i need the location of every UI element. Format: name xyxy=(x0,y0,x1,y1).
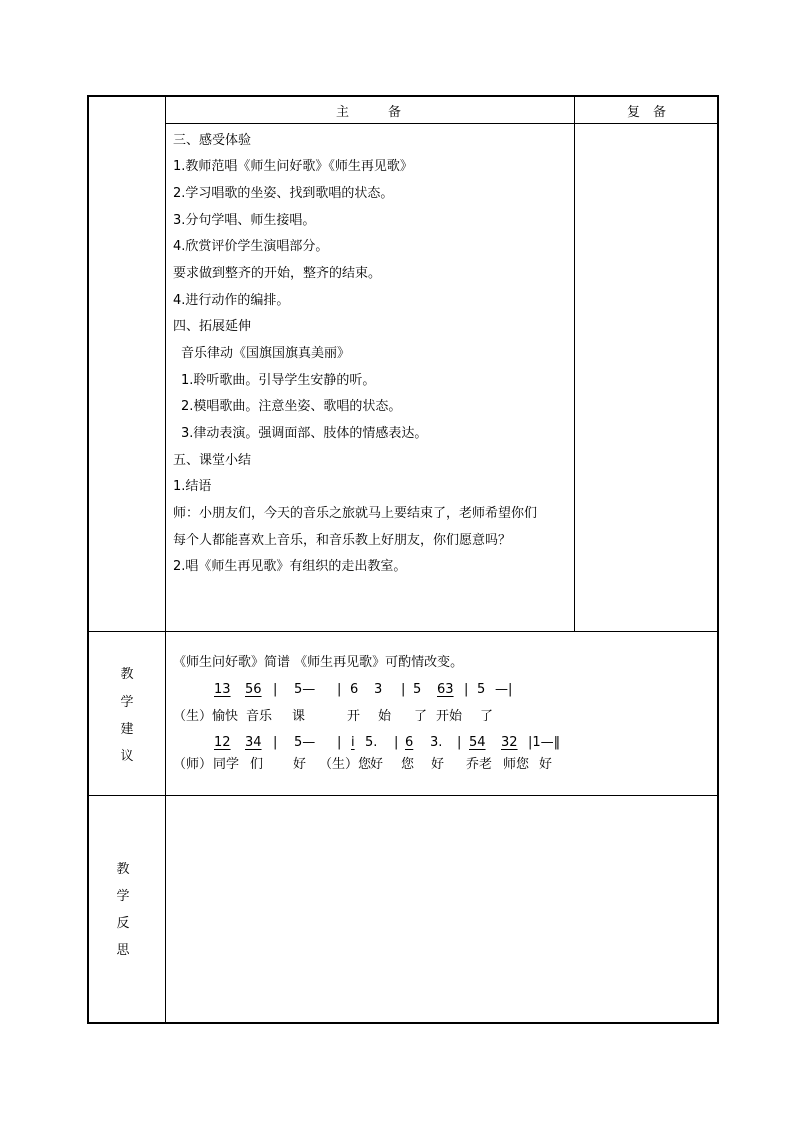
main-line: 1.结语 xyxy=(173,479,212,494)
score-note: |1—‖ xyxy=(528,735,561,750)
score-intro: 《师生问好歌》简谱 《师生再见歌》可酌情改变。 xyxy=(173,655,464,670)
review-column-divider xyxy=(574,95,575,632)
main-line: 1.聆听歌曲。引导学生安静的听。 xyxy=(181,373,376,388)
main-line: 4.欣赏评价学生演唱部分。 xyxy=(173,239,329,254)
score-note: 5— xyxy=(294,682,316,697)
score-note: 12 xyxy=(214,735,231,750)
score-note: 5. xyxy=(365,735,378,750)
main-line: 要求做到整齐的开始，整齐的结束。 xyxy=(173,266,382,281)
main-line: 3.分句学唱、师生接唱。 xyxy=(173,213,316,228)
review-prep-header: 复 备 xyxy=(627,105,667,120)
score-note: 3. xyxy=(430,735,443,750)
main-line: 4.进行动作的编排。 xyxy=(173,293,290,308)
score-lyric: 了 xyxy=(480,709,494,724)
score-barline: | xyxy=(337,682,342,697)
main-row-divider xyxy=(87,631,719,632)
score-barline: | xyxy=(457,735,462,750)
suggestion-label-char: 建 xyxy=(120,722,134,737)
score-note: 3 xyxy=(374,682,383,697)
score-lyric: 乔老 xyxy=(466,757,493,772)
score-note: 56 xyxy=(245,682,262,697)
score-lyric: 们 xyxy=(250,757,264,772)
score-note: 5— xyxy=(294,735,316,750)
score-note: 32 xyxy=(501,735,518,750)
main-line: 2.学习唱歌的坐姿、找到歌唱的状态。 xyxy=(173,186,394,201)
main-line: 音乐律动《国旗国旗真美丽》 xyxy=(181,346,351,361)
score-lyric: （师） xyxy=(173,757,213,772)
suggestion-label-char: 学 xyxy=(120,695,134,710)
main-line: 2.唱《师生再见歌》有组织的走出教室。 xyxy=(173,559,407,574)
score-lyric: 师您 xyxy=(503,757,530,772)
main-line: 3.律动表演。强调面部、肢体的情感表达。 xyxy=(181,426,428,441)
main-line: 1.教师范唱《师生问好歌》《师生再见歌》 xyxy=(173,159,413,174)
score-lyric: 好 xyxy=(539,757,553,772)
score-lyric: 好 xyxy=(293,757,307,772)
score-lyric: 您 xyxy=(401,757,415,772)
header-row-divider xyxy=(165,123,719,124)
main-line: 师：小朋友们，今天的音乐之旅就马上要结束了，老师希望你们 xyxy=(173,506,538,521)
score-note: 63 xyxy=(437,682,454,697)
score-note: i xyxy=(351,735,355,750)
main-line: 五、课堂小结 xyxy=(173,453,252,468)
score-lyric: （生）愉快 xyxy=(173,709,239,724)
score-note: 6 xyxy=(350,682,359,697)
suggestion-label-char: 议 xyxy=(120,749,134,764)
score-barline: | xyxy=(337,735,342,750)
main-line: 四、拓展延伸 xyxy=(173,319,252,334)
main-line: 2.模唱歌曲。注意坐姿、歌唱的状态。 xyxy=(181,399,402,414)
reflection-label-char: 学 xyxy=(116,889,130,904)
score-note: 34 xyxy=(245,735,262,750)
score-note: 6 xyxy=(405,735,414,750)
score-barline: | xyxy=(273,682,278,697)
score-lyric: 开 xyxy=(347,709,361,724)
score-lyric: 课 xyxy=(292,709,306,724)
score-note: 5 xyxy=(477,682,486,697)
score-lyric: 好 xyxy=(431,757,445,772)
score-lyric: （生）您 xyxy=(319,757,372,772)
left-column-divider xyxy=(165,95,166,1024)
score-lyric: 同学 xyxy=(213,757,240,772)
main-line: 每个人都能喜欢上音乐，和音乐教上好朋友，你们愿意吗？ xyxy=(173,533,512,548)
suggestion-label-char: 教 xyxy=(120,667,134,682)
score-lyric: 了 xyxy=(414,709,428,724)
score-lyric: 音乐 xyxy=(246,709,273,724)
score-note: 54 xyxy=(469,735,486,750)
main-prep-header: 主 备 xyxy=(336,105,402,120)
score-barline: | xyxy=(401,682,406,697)
score-note: 13 xyxy=(214,682,231,697)
reflection-label-char: 思 xyxy=(116,943,130,958)
main-line: 三、感受体验 xyxy=(173,133,252,148)
suggestion-row-divider xyxy=(87,795,719,796)
score-barline: | xyxy=(394,735,399,750)
reflection-label-char: 反 xyxy=(116,916,130,931)
score-lyric: 开始 xyxy=(436,709,463,724)
score-barline: | xyxy=(464,682,469,697)
score-lyric: 好 xyxy=(370,757,384,772)
reflection-label-char: 教 xyxy=(116,862,130,877)
score-lyric: 始 xyxy=(378,709,392,724)
score-barline: | xyxy=(273,735,278,750)
score-note: —| xyxy=(495,682,513,697)
score-note: 5 xyxy=(413,682,422,697)
